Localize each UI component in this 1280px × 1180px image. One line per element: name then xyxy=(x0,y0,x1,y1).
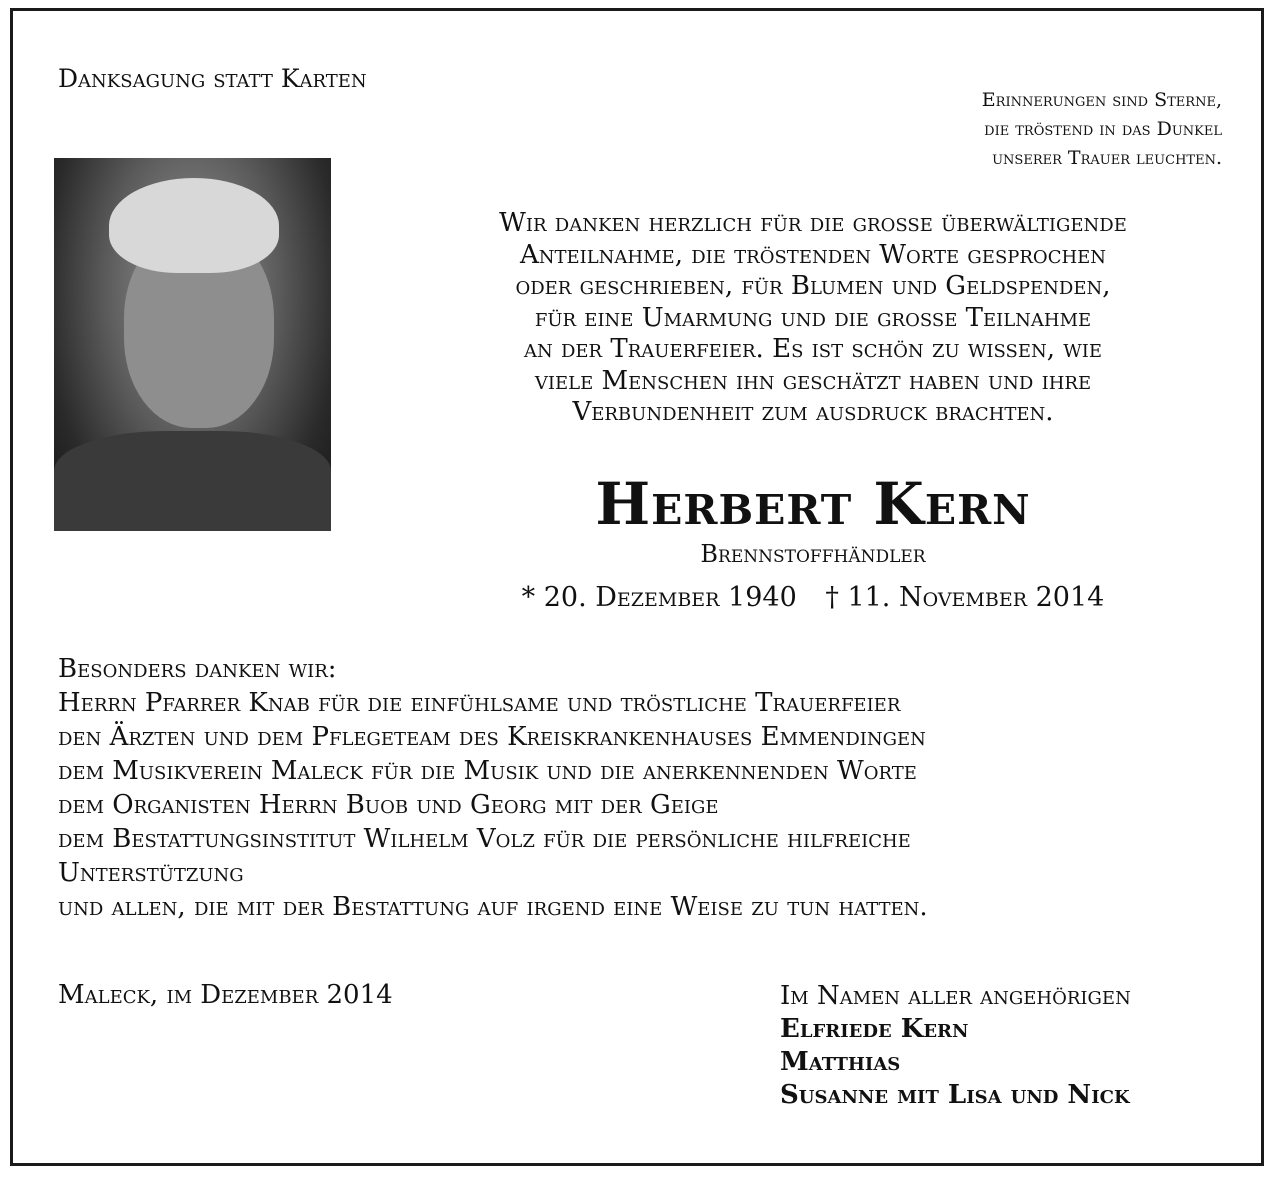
special-thanks-line: dem Musikverein Maleck für die Musik und die anerkennenden Worte xyxy=(58,756,917,786)
special-thanks-heading: Besonders danken wir: xyxy=(58,654,337,684)
thanks-line: Anteilnahme, die tröstenden Worte gesprochen xyxy=(519,239,1107,270)
thanks-line: Verbundenheit zum ausdruck brachten. xyxy=(572,397,1054,427)
special-thanks-line: und allen, die mit der Bestattung auf irgend eine Weise zu tun hatten. xyxy=(58,892,928,922)
thanks-line: für eine Umarmung und die grosse Teilnahme xyxy=(534,302,1092,333)
notice-heading: Danksagung statt Karten xyxy=(58,64,367,93)
place-date: Maleck, im Dezember 2014 xyxy=(58,980,393,1010)
thanks-paragraph xyxy=(398,208,1228,429)
thanks-line: an der Trauerfeier. Es ist schön zu wissen, wie xyxy=(523,334,1103,364)
quote xyxy=(982,86,1222,173)
special-thanks-line: den Ärzten und dem Pflegeteam des Kreiskrankenhauses Emmendingen xyxy=(58,722,926,752)
quote-line: Erinnerungen sind Sterne, xyxy=(981,89,1222,111)
signature-block xyxy=(780,980,1131,1112)
signatory-name: Elfriede Kern xyxy=(780,1014,969,1044)
quote-line: die tröstend in das Dunkel xyxy=(984,118,1222,140)
life-dates xyxy=(398,582,1228,613)
quote-line: unserer Trauer leuchten. xyxy=(992,147,1222,169)
thanks-line: viele Menschen ihn geschätzt haben und ihre xyxy=(534,365,1092,396)
portrait-photo xyxy=(54,158,331,531)
special-thanks-line: dem Bestattungsinstitut Wilhelm Volz für die persönliche hilfreiche xyxy=(58,824,911,854)
thanks-line: Wir danken herzlich für die grosse überwältigende xyxy=(499,208,1127,238)
deceased-profession: Brennstoffhändler xyxy=(700,540,926,568)
special-thanks xyxy=(58,652,1228,924)
signatory-name: Matthias xyxy=(780,1047,901,1077)
signature-intro: Im Namen aller angehörigen xyxy=(780,981,1131,1011)
thanks-line: oder geschrieben, für Blumen und Geldspenden, xyxy=(515,271,1111,301)
special-thanks-line: dem Organisten Herrn Buob und Georg mit der Geige xyxy=(58,790,719,820)
birth-date: * 20. Dezember 1940 xyxy=(521,582,797,613)
deceased-name: Herbert Kern xyxy=(595,470,1031,538)
signatory-name: Susanne mit Lisa und Nick xyxy=(780,1080,1130,1110)
special-thanks-line: Herrn Pfarrer Knab für die einfühlsame und tröstliche Trauerfeier xyxy=(58,688,901,718)
death-date: † 11. November 2014 xyxy=(825,582,1105,613)
special-thanks-line: Unterstützung xyxy=(58,858,244,888)
